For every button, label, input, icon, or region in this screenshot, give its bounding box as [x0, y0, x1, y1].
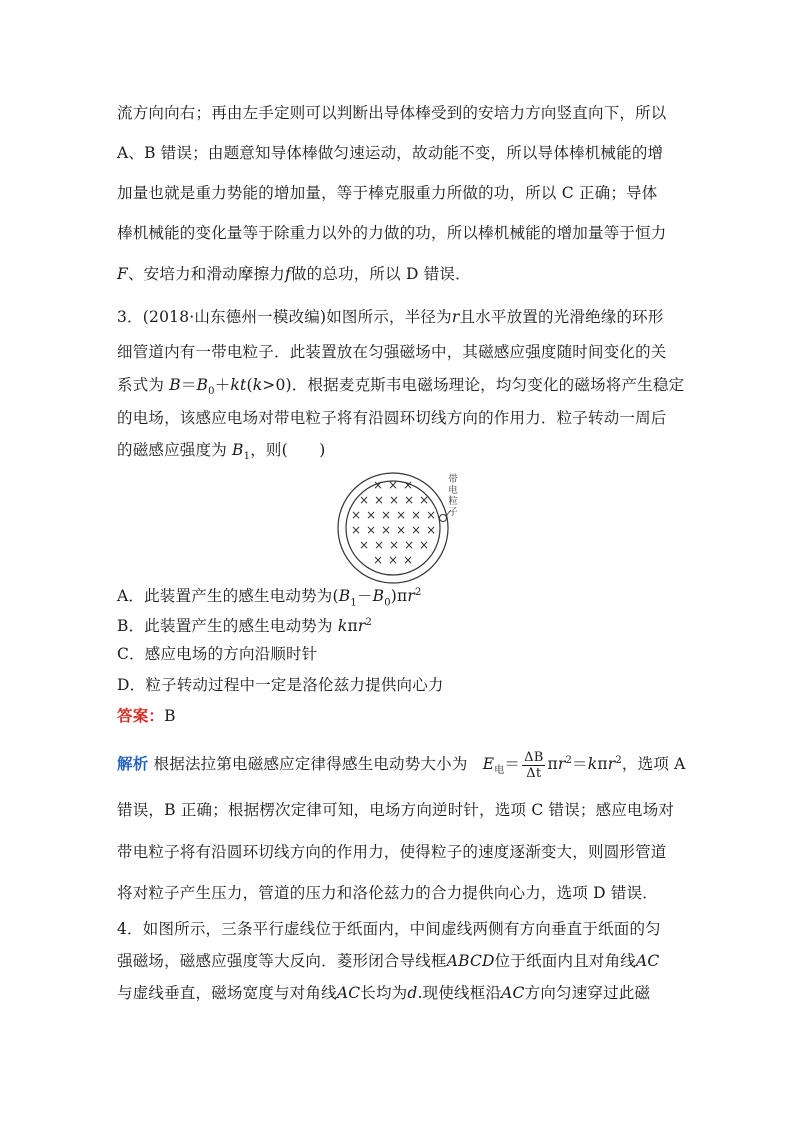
- solution-line: 解析 根据法拉第电磁感应定律得感生电动势大小为 $E_电=$ $\frac{\Delta B}{\Delta t}$ $\pi r^2=k\pi r^2$，选项 A: [117, 749, 686, 781]
- figure-label-char: 电: [448, 485, 458, 496]
- answer: [117, 706, 176, 726]
- svg-text:×: ×: [403, 538, 415, 552]
- svg-text:×: ×: [365, 508, 377, 522]
- ring-tube-figure: [333, 470, 458, 588]
- svg-text:×: ×: [418, 493, 430, 507]
- svg-text:×: ×: [410, 508, 422, 522]
- svg-text:×: ×: [372, 553, 384, 567]
- text-line: 细管道内有一带电粒子．此装置放在匀强磁场中，其磁感应强度随时间变化的关: [117, 343, 667, 361]
- text-line: 将对粒子产生压力，管道的压力和洛伦兹力的合力提供向心力，选项 D 错误．: [117, 884, 658, 902]
- text-line: 流方向向右；再由左手定则可以判断出导体棒受到的安培力方向竖直向下，所以: [117, 104, 667, 122]
- svg-text:×: ×: [425, 523, 437, 537]
- svg-text:×: ×: [373, 493, 385, 507]
- text-line: 与虚线垂直，磁场宽度与对角线AC长均为d.现使线框沿AC方向匀速穿过此磁: [117, 984, 651, 1002]
- text-line: 棒机械能的变化量等于除重力以外的力做的功，所以棒机械能的增加量等于恒力: [117, 224, 667, 242]
- solution-label: 解析: [117, 754, 149, 774]
- figure-label-char: 子: [448, 507, 458, 518]
- option-a: A．此装置产生的感生电动势为$(B_1-B_0)\pi r^2$: [117, 587, 422, 609]
- svg-text:×: ×: [380, 508, 392, 522]
- svg-text:×: ×: [388, 538, 400, 552]
- svg-text:×: ×: [425, 508, 437, 522]
- svg-text:×: ×: [387, 478, 399, 492]
- svg-text:×: ×: [395, 508, 407, 522]
- svg-text:×: ×: [418, 538, 430, 552]
- text-line: 强磁场，磁感应强度等大反向．菱形闭合导线框ABCD位于纸面内且对角线AC: [117, 952, 660, 970]
- svg-text:×: ×: [350, 523, 362, 537]
- text-line: F、安培力和滑动摩擦力f做的总功，所以 D 错误．: [117, 265, 471, 283]
- text-line: 的磁感应强度为 $B_1$，则( ): [117, 441, 326, 463]
- svg-text:×: ×: [395, 523, 407, 537]
- fraction: $\frac{\Delta B}{\Delta t}$: [524, 749, 544, 781]
- text-line: 的电场，该感应电场对带电粒子将有沿圆环切线方向的作用力．粒子转动一周后: [117, 409, 667, 427]
- text-line: A、B 错误；由题意知导体棒做匀速运动，故动能不变，所以导体棒机械能的增: [117, 144, 664, 162]
- svg-text:×: ×: [387, 553, 399, 567]
- svg-text:×: ×: [350, 508, 362, 522]
- svg-text:×: ×: [380, 523, 392, 537]
- answer-value: B: [164, 707, 176, 725]
- answer-label: 答案：: [117, 706, 165, 725]
- figure-label-char: 带: [448, 474, 458, 485]
- text-line: 带电粒子将有沿圆环切线方向的作用力，使得粒子的速度逐渐变大，则圆形管道: [117, 843, 667, 861]
- svg-text:×: ×: [388, 493, 400, 507]
- magnetic-field-diagram: [333, 470, 458, 588]
- svg-text:×: ×: [358, 538, 370, 552]
- option-c: C．感应电场的方向沿顺时针: [117, 645, 318, 663]
- text-line: 加量也就是重力势能的增加量，等于棒克服重力所做的功，所以 C 正确；导体: [117, 184, 658, 202]
- svg-text:×: ×: [410, 523, 422, 537]
- option-b: B．此装置产生的感生电动势为 kπr$^2$: [117, 617, 373, 636]
- text-line: 错误，B 正确；根据楞次定律可知，电场方向逆时针，选项 C 错误；感应电场对: [117, 801, 675, 819]
- question-4-stem: 4．如图所示，三条平行虚线位于纸面内，中间虚线两侧有方向垂直于纸面的匀: [117, 920, 661, 938]
- text-line: 系式为 $B=B_0+kt(k>0)$．根据麦克斯韦电磁场理论，均匀变化的磁场将产生稳定: [117, 376, 685, 398]
- svg-text:×: ×: [402, 478, 414, 492]
- svg-text:×: ×: [372, 478, 384, 492]
- svg-text:×: ×: [373, 538, 385, 552]
- svg-text:×: ×: [365, 523, 377, 537]
- charged-particle-icon: [440, 515, 447, 522]
- question-3-stem: 3．(2018·山东德州一模改编)如图所示，半径为r且水平放置的光滑绝缘的环形: [117, 308, 664, 326]
- figure-label-char: 粒: [448, 496, 458, 507]
- svg-text:×: ×: [358, 493, 370, 507]
- option-d: D．粒子转动过程中一定是洛伦兹力提供向心力: [117, 676, 444, 694]
- svg-text:×: ×: [402, 553, 414, 567]
- svg-text:×: ×: [403, 493, 415, 507]
